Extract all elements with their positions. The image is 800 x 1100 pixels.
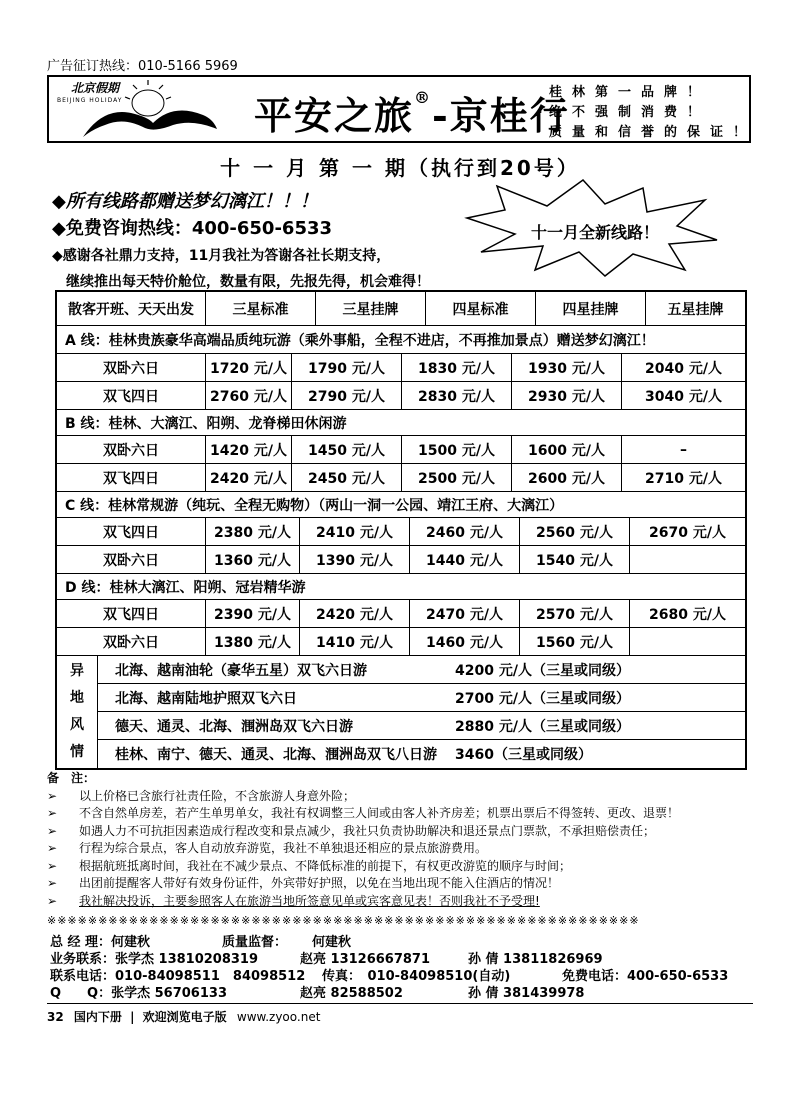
route-a-title: A 线：桂林贵族豪华高端品质纯玩游（乘外事船，全程不进店，不再推加景点）赠送梦幻漓江！: [65, 332, 655, 349]
row-label: 双飞四日: [103, 388, 159, 405]
header-cell: 四星挂牌: [535, 292, 645, 325]
business-contact: 业务联系：张学杰 13810208319: [50, 952, 259, 967]
burst-text: 十一月全新线路！: [530, 223, 660, 242]
new-routes-burst: [455, 178, 725, 282]
price-cell: 1390 元/人: [299, 546, 409, 573]
price-cell: 1380 元/人: [205, 628, 299, 655]
table-row: [57, 546, 745, 574]
footer-divider: [47, 1003, 753, 1004]
note-item: [47, 805, 757, 823]
row-label: 双卧六日: [103, 360, 159, 377]
diamond-icon: ◆: [52, 248, 63, 264]
note-item: [47, 893, 757, 911]
price-cell: 2670 元/人: [629, 518, 745, 545]
arrow-icon: ➢: [47, 788, 58, 803]
price-cell: 2560 元/人: [519, 518, 629, 545]
route-title-row: [57, 410, 745, 436]
price-cell: 1440 元/人: [409, 546, 519, 573]
note-text: 以上价格已含旅行社责任险，不含旅游人身意外险；: [79, 788, 356, 803]
price-cell: 1460 元/人: [409, 628, 519, 655]
price-cell: 2460 元/人: [409, 518, 519, 545]
issue-title: 十 一 月 第 一 期（执行到20号）: [220, 156, 580, 180]
route-c-title: C 线：桂林常规游（纯玩、全程无购物）（两山一洞一公园、靖江王府、大漓江）: [65, 497, 564, 514]
header-cell: 散客开班、天天出发: [68, 301, 194, 318]
other-destinations-label: [57, 656, 98, 768]
bullet-free-lijiang: [52, 187, 318, 213]
price-cell: 2600 元/人: [511, 464, 621, 491]
note-item: [47, 823, 757, 841]
price-cell: 2420 元/人: [299, 600, 409, 627]
table-row: [57, 354, 745, 382]
table-header-row: [57, 292, 745, 326]
price-cell: 1830 元/人: [401, 354, 511, 381]
price-cell: 2570 元/人: [519, 600, 629, 627]
star-divider: ※※※※※※※※※※※※※※※※※※※※※※※※※※※※※※※※※※※※※※※※※※※※※※※※※※※※※※※※※※: [47, 914, 640, 927]
slogan-line: 质量和信誉的保证！: [549, 125, 757, 140]
note-item: [47, 788, 757, 806]
price-cell: 1540 元/人: [519, 546, 629, 573]
note-text: 根据航班抵离时间，我社在不减少景点、不降低标准的前提下，有权更改游览的顺序与时间；: [79, 858, 572, 873]
separator: |: [130, 1010, 135, 1024]
price-cell: 2420 元/人: [205, 464, 291, 491]
price-cell: 2500 元/人: [401, 464, 511, 491]
tour-price: 4200 元/人（三星或同级）: [455, 662, 630, 679]
price-cell: 1410 元/人: [299, 628, 409, 655]
header-cell: 三星挂牌: [315, 292, 425, 325]
price-cell: 2410 元/人: [299, 518, 409, 545]
route-title-row: [57, 492, 745, 518]
bullet-text: 感谢各社鼎力支持，11月我社为答谢各社长期支持，: [62, 248, 391, 264]
browse-text: 欢迎浏览电子版: [142, 1010, 227, 1024]
table-row: [57, 382, 745, 410]
arrow-icon: ➢: [47, 876, 58, 890]
bullet-hotline: [52, 214, 332, 240]
note-item: [47, 858, 757, 876]
table-row: [57, 628, 745, 656]
logo-cn-text: 北京假期: [71, 81, 120, 95]
qq-contact: Q Q：张学杰 56706133: [50, 986, 227, 1001]
qq-contact-2: 赵亮 82588502: [300, 986, 403, 1001]
price-cell: 2710 元/人: [621, 464, 745, 491]
brand-title: [254, 85, 570, 140]
header-cell: 三星标准: [205, 292, 315, 325]
section-name: 国内下册: [73, 1010, 122, 1024]
price-cell: 1500 元/人: [401, 436, 511, 463]
bullet-thanks-cont: 继续推出每天特价舱位，数量有限，先报先得，机会难得！: [66, 274, 430, 290]
other-tour-row: [97, 656, 745, 684]
slogan-line: 桂林第一品牌！: [549, 85, 711, 100]
general-manager: 总 经 理：何建秋: [50, 935, 151, 950]
notes-title: 备 注：: [47, 771, 96, 785]
page-number: 32: [47, 1010, 64, 1024]
tour-price: 2880 元/人（三星或同级）: [455, 718, 630, 735]
price-cell: 2830 元/人: [401, 382, 511, 409]
other-tour-row: [97, 740, 745, 768]
route-d-title: D 线：桂林大漓江、阳朔、冠岩精华游: [65, 579, 306, 596]
table-row: [57, 436, 745, 464]
table-row: [57, 600, 745, 628]
tour-name: 北海、越南陆地护照双飞六日: [115, 690, 297, 707]
tour-name: 德天、通灵、北海、涠洲岛双飞六日游: [115, 718, 353, 735]
price-cell: –: [621, 436, 745, 463]
note-text: 我社解决投诉，主要参照客人在旅游当地所签意见单或宾客意见表！否则我社不予受理!: [79, 893, 540, 908]
label-char: 风: [70, 717, 84, 733]
note-item: [47, 840, 757, 858]
free-phone: 免费电话：400-650-6533: [562, 969, 729, 984]
row-label: 双飞四日: [103, 524, 159, 541]
header-cell: 四星标准: [425, 292, 535, 325]
price-cell: 1420 元/人: [205, 436, 291, 463]
note-item: [47, 875, 757, 893]
tour-price: 3460（三星或同级）: [455, 747, 592, 763]
price-cell: 1560 元/人: [519, 628, 629, 655]
price-cell: 2680 元/人: [629, 600, 745, 627]
row-label: 双飞四日: [103, 470, 159, 487]
price-cell: 1930 元/人: [511, 354, 621, 381]
arrow-icon: ➢: [47, 841, 58, 855]
price-cell: 1450 元/人: [291, 436, 401, 463]
bullet-thanks: [52, 245, 390, 265]
price-cell: 3040 元/人: [621, 382, 745, 409]
other-tour-row: [97, 712, 745, 740]
quality-supervisor-name: 何建秋: [312, 935, 352, 950]
contact-phone: 联系电话：010-84098511 84098512: [50, 969, 306, 984]
row-label: 双卧六日: [103, 634, 159, 651]
tour-name: 桂林、南宁、德天、通灵、北海、涠洲岛双飞八日游: [115, 747, 437, 763]
arrow-icon: ➢: [47, 823, 58, 838]
price-table: [55, 290, 747, 770]
price-cell: 2040 元/人: [621, 354, 745, 381]
title-suffix: -京桂行: [432, 93, 570, 138]
table-row: [57, 464, 745, 492]
arrow-icon: ➢: [47, 806, 58, 820]
note-text: 出团前提醒客人带好有效身份证件，外宾带好护照，以免在当地出现不能入住酒店的情况！: [79, 876, 560, 890]
logo-en-text: BEIJING HOLIDAY: [57, 97, 123, 104]
label-char: 情: [70, 744, 84, 760]
label-char: 地: [70, 690, 84, 706]
arrow-icon: ➢: [47, 893, 58, 908]
business-contact-3: 孙 倩 13811826969: [468, 952, 603, 967]
ad-hotline: 广告征订热线：010-5166 5969: [47, 59, 238, 74]
price-cell: 2450 元/人: [291, 464, 401, 491]
label-char: 异: [70, 663, 84, 679]
business-contact-2: 赵亮 13126667871: [300, 952, 431, 967]
quality-supervisor-label: 质量监督：: [222, 935, 288, 950]
bullet-text: 免费咨询热线：400-650-6533: [65, 218, 333, 239]
registered-mark: ®: [414, 88, 433, 108]
price-cell: 2790 元/人: [291, 382, 401, 409]
title-main: 平安之旅: [254, 93, 415, 138]
price-cell: [629, 628, 745, 655]
tour-name: 北海、越南油轮（豪华五星）双飞六日游: [115, 662, 367, 679]
note-text: 行程为综合景点，客人自动放弃游览，我社不单独退还相应的景点旅游费用。: [79, 841, 488, 855]
diamond-icon: ◆: [52, 218, 66, 239]
price-cell: 2470 元/人: [409, 600, 519, 627]
slogan-line: 绝不强制消费！: [549, 105, 711, 120]
route-title-row: [57, 326, 745, 354]
website[interactable]: www.zyoo.net: [236, 1010, 321, 1024]
fax: 传真： 010-84098510(自动): [322, 969, 511, 984]
bullet-text: 所有线路都赠送梦幻漓江！！！: [65, 191, 318, 212]
tour-price: 2700 元/人（三星或同级）: [455, 690, 630, 707]
slogans: [549, 83, 756, 143]
row-label: 双卧六日: [103, 552, 159, 569]
page-footer: [47, 1008, 320, 1025]
row-label: 双飞四日: [103, 606, 159, 623]
price-cell: 1790 元/人: [291, 354, 401, 381]
price-cell: 2380 元/人: [205, 518, 299, 545]
beijing-holiday-logo: [53, 79, 223, 141]
route-title-row: [57, 574, 745, 600]
qq-contact-3: 孙 倩 381439978: [468, 986, 585, 1001]
brand-header: [47, 75, 757, 143]
price-cell: 2760 元/人: [205, 382, 291, 409]
price-cell: 2930 元/人: [511, 382, 621, 409]
arrow-icon: ➢: [47, 858, 58, 873]
table-row: [57, 518, 745, 546]
price-cell: [629, 546, 745, 573]
price-cell: 1600 元/人: [511, 436, 621, 463]
other-tour-row: [97, 684, 745, 712]
notes-section: [47, 770, 757, 910]
price-cell: 1720 元/人: [205, 354, 291, 381]
note-text: 不含自然单房差，若产生单男单女，我社有权调整三人间或由客人补齐房差；机票出票后不得签转、更改、退票！: [79, 806, 680, 820]
price-cell: 1360 元/人: [205, 546, 299, 573]
header-cell: 五星挂牌: [645, 292, 745, 325]
price-cell: 2390 元/人: [205, 600, 299, 627]
note-text: 如遇人力不可抗拒因素造成行程改变和景点减少，我社只负责协助解决和退还景点门票款，不承担赔偿责任；: [79, 823, 656, 838]
row-label: 双卧六日: [103, 442, 159, 459]
diamond-icon: ◆: [52, 191, 66, 212]
route-b-title: B 线：桂林、大漓江、阳朔、龙脊梯田休闲游: [65, 415, 347, 432]
